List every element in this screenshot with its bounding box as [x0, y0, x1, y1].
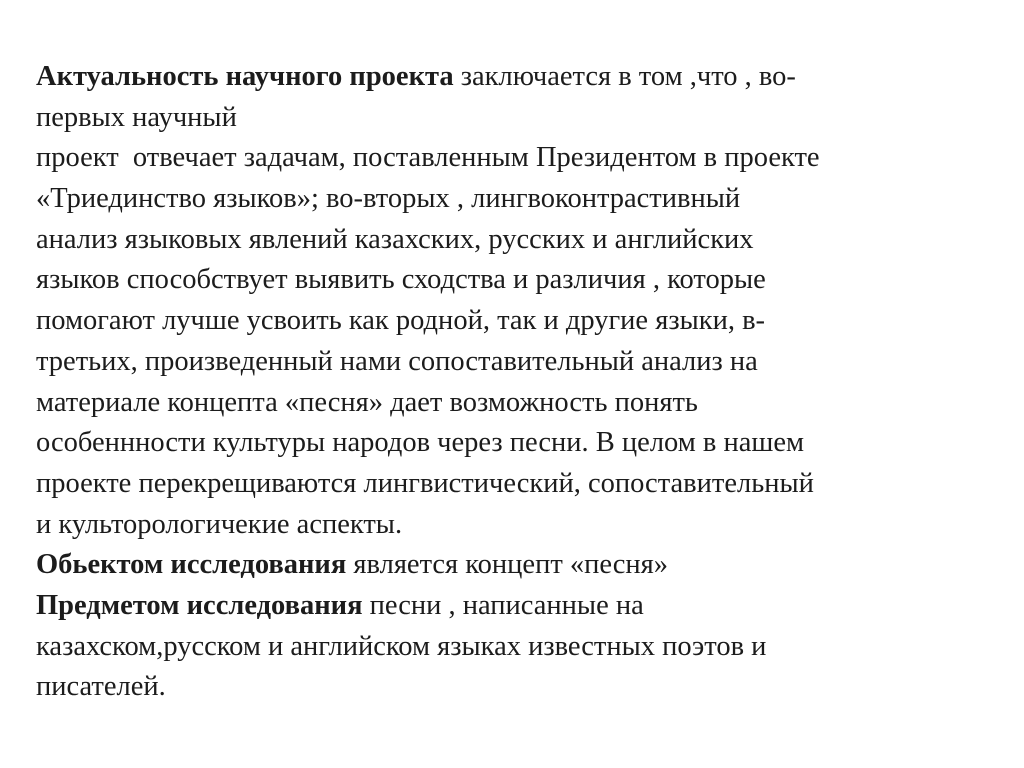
text-line: писателей. — [36, 671, 166, 703]
text-line: особеннности культуры народов через песни. В целом в нашем — [36, 427, 805, 459]
subject-text: песни , написанные на — [362, 589, 644, 621]
subject-line — [36, 586, 1011, 627]
text-line: анализ языковых явлений казахских, русских и английских — [36, 223, 754, 255]
relevance-term: Актуальность научного проекта — [36, 61, 454, 92]
text-line: «Триединство языков»; во-вторых , лингвоконтрастивный — [36, 183, 741, 215]
text-line: помогают лучше усвоить как родной, так и другие языки, в- — [36, 305, 766, 337]
text-line: материале концепта «песня» дает возможность понять — [36, 386, 698, 418]
text-line: казахском,русском и английском языках известных поэтов и — [36, 630, 767, 662]
slide-text — [36, 57, 1011, 708]
object-term: Обьектом исследования — [36, 549, 347, 581]
text-line: языков способствует выявить сходства и различия , которые — [36, 264, 766, 296]
text-line: проект отвечает задачам, поставленным Президентом в проекте — [36, 142, 820, 174]
text-line: третьих, произведенный нами сопоставительный анализ на — [36, 345, 758, 377]
object-text: является концепт «песня» — [346, 549, 669, 581]
subject-term: Предметом исследования — [36, 589, 363, 621]
text-line: и культорологичекие аспекты. — [36, 508, 403, 540]
object-line — [36, 545, 1011, 586]
relevance-text: заключается в том ,что , во- — [453, 61, 796, 92]
text-line — [36, 57, 1011, 98]
text-line: проекте перекрещиваются лингвистический, сопоставительный — [36, 467, 814, 499]
text-line: первых научный — [36, 101, 237, 133]
